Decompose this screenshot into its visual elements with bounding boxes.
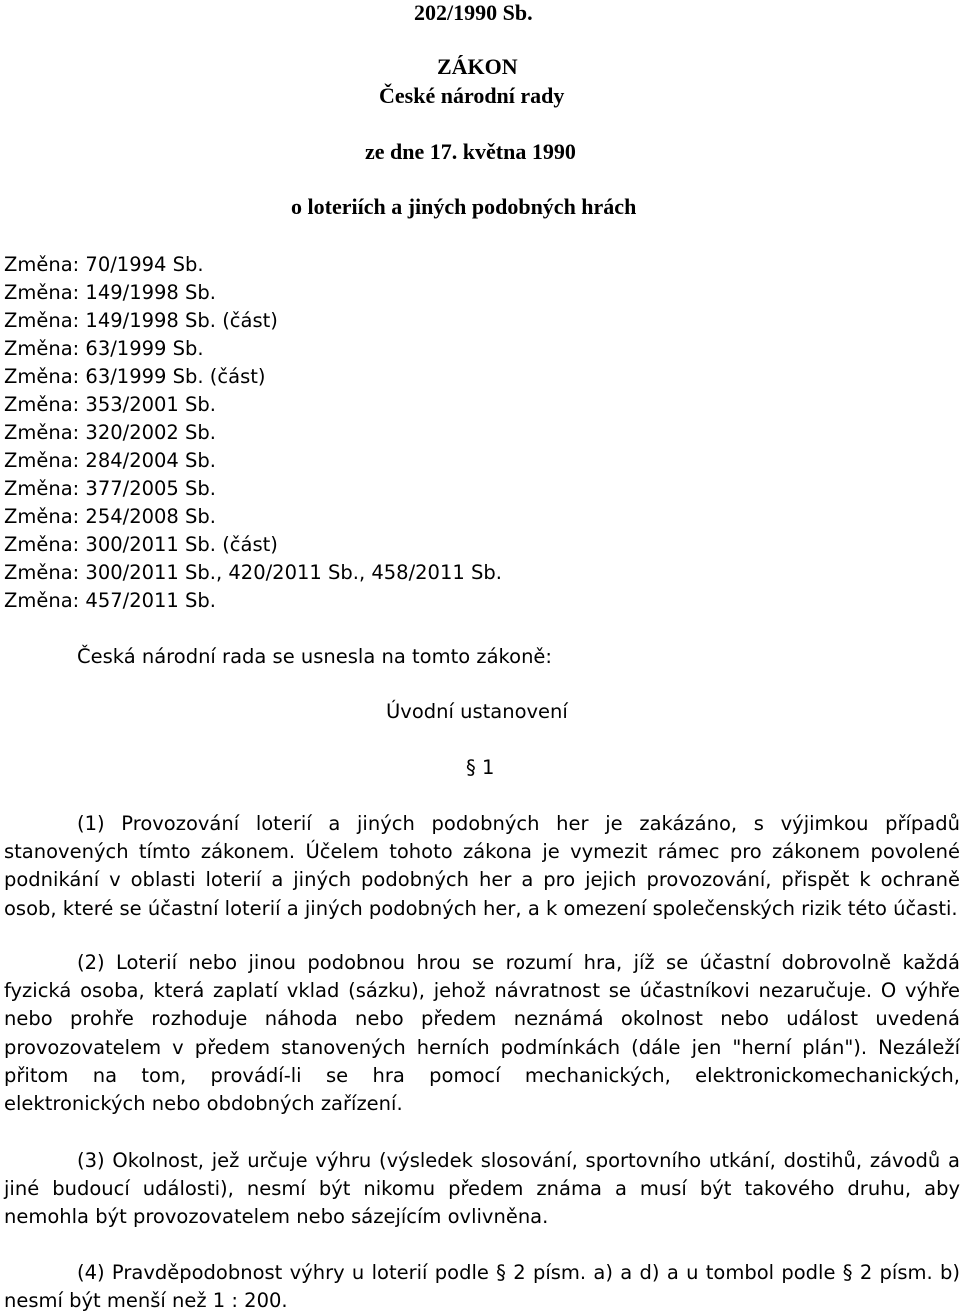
- paragraph-3: [4, 1147, 960, 1232]
- law-issuer: České národní rady: [379, 83, 565, 108]
- amendment-item: Změna: 320/2002 Sb.: [4, 421, 216, 444]
- preamble: Česká národní rada se usnesla na tomto zákoně:: [77, 645, 552, 668]
- amendment-item: Změna: 63/1999 Sb. (část): [4, 365, 266, 388]
- law-type: ZÁKON: [437, 54, 518, 79]
- amendment-item: Změna: 254/2008 Sb.: [4, 505, 216, 528]
- amendment-item: Změna: 457/2011 Sb.: [4, 589, 216, 612]
- paragraph-4: [4, 1259, 960, 1315]
- section-title: Úvodní ustanovení: [386, 700, 568, 723]
- paragraph-text: (4) Pravděpodobnost výhry u loterií podle § 2 písm. a) a d) a u tombol podle § 2 písm. b) nesmí být menší než 1 : 200.: [4, 1261, 960, 1313]
- law-subject: o loteriích a jiných podobných hrách: [291, 194, 637, 219]
- amendment-item: Změna: 70/1994 Sb.: [4, 253, 204, 276]
- law-date: ze dne 17. května 1990: [365, 139, 576, 164]
- amendment-item: Změna: 284/2004 Sb.: [4, 449, 216, 472]
- paragraph-1: [4, 810, 960, 923]
- amendments-list: [4, 251, 502, 615]
- section-mark: § 1: [466, 756, 495, 779]
- paragraph-2: [4, 949, 960, 1118]
- amendment-item: Změna: 353/2001 Sb.: [4, 393, 216, 416]
- amendment-item: Změna: 149/1998 Sb.: [4, 281, 216, 304]
- amendment-item: Změna: 300/2011 Sb., 420/2011 Sb., 458/2011 Sb.: [4, 561, 502, 584]
- amendment-item: Změna: 149/1998 Sb. (část): [4, 309, 278, 332]
- law-number: 202/1990 Sb.: [414, 0, 533, 25]
- paragraph-text: (1) Provozování loterií a jiných podobných her je zakázáno, s výjimkou případů stanovených tímto zákonem. Účelem tohoto zákona je vymezit rámec pro zákonem povolené podnikání v oblasti loterií a jiných podobných her a pro jejich provozování, přispět k ochraně osob, které se účastní loterií a jiných podobných her, a k omezení společenských rizik této účasti.: [4, 812, 960, 920]
- paragraph-text: (2) Loterií nebo jinou podobnou hrou se rozumí hra, jíž se účastní dobrovolně každá fyzická osoba, která zaplatí vklad (sázku), jehož návratnost se účastníkovi nezaručuje. O výhře nebo prohře rozhoduje náhoda nebo předem neznámá okolnost nebo událost uvedená provozovatelem v předem stanovených herních podmínkách (dále jen "herní plán"). Nezáleží přitom na tom, provádí-li se hra pomocí mechanických, elektronickomechanických, elektronických nebo obdobných zařízení.: [4, 951, 960, 1116]
- amendment-item: Změna: 63/1999 Sb.: [4, 337, 204, 360]
- paragraph-text: (3) Okolnost, jež určuje výhru (výsledek slosování, sportovního utkání, dostihů, závodů a jiné budoucí události), nesmí být nikomu předem známa a musí být takového druhu, aby nemohla být provozovatelem nebo sázejícím ovlivněna.: [4, 1149, 960, 1229]
- amendment-item: Změna: 377/2005 Sb.: [4, 477, 216, 500]
- amendment-item: Změna: 300/2011 Sb. (část): [4, 533, 278, 556]
